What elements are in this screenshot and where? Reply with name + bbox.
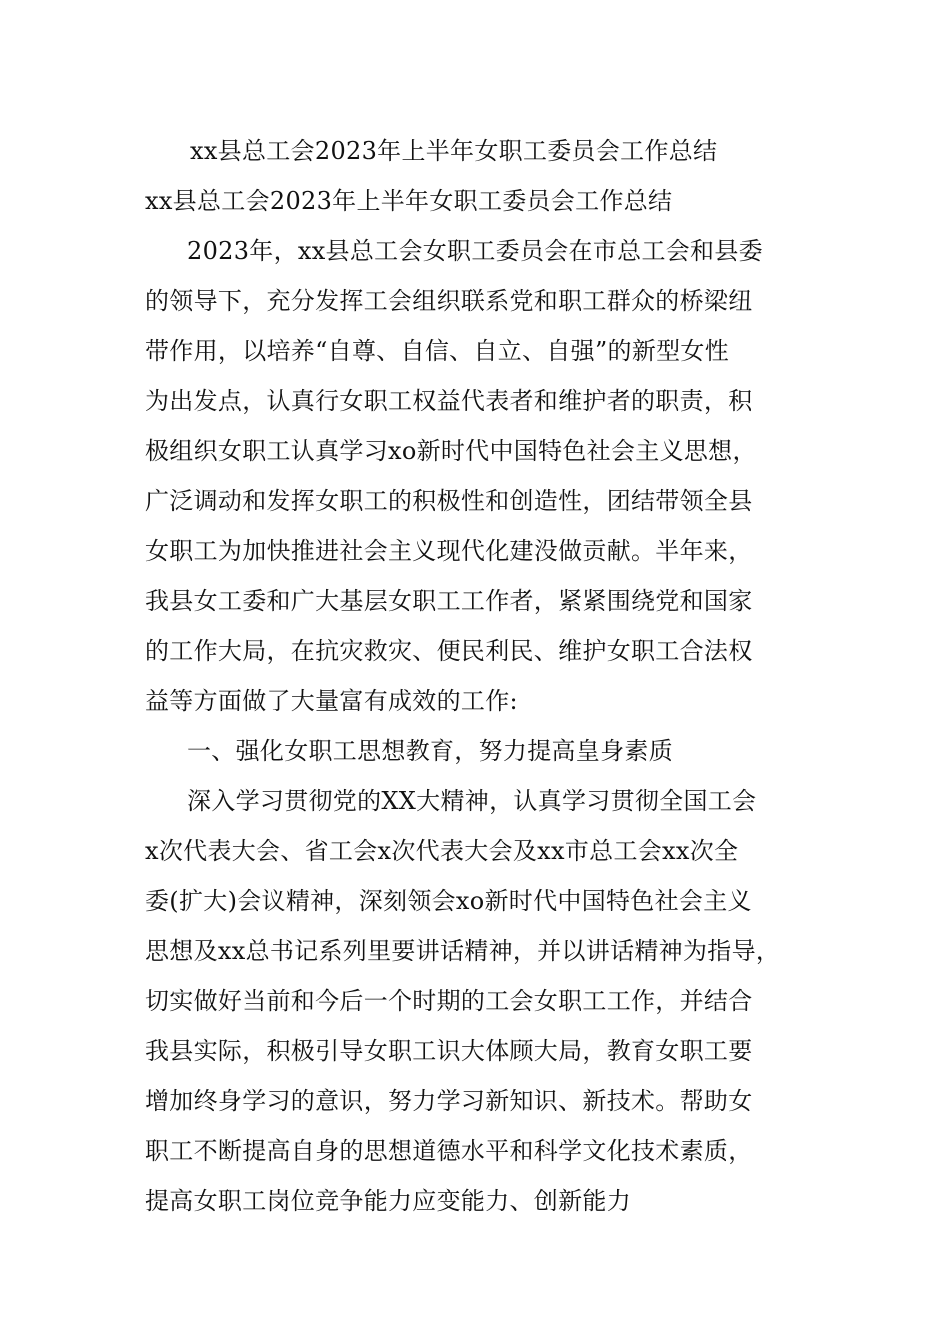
paragraph-line: 女职工为加快推进社会主义现代化建没做贡献。半年来，: [145, 537, 753, 565]
paragraph-line: 极组织女职工认真学习xo新时代中国特色社会主义思想，: [145, 437, 757, 465]
document-title: xx县总工会2023年上半年女职工委员会工作总结: [190, 137, 718, 165]
paragraph-line: 的领导下，充分发挥工会组织联系党和职工群众的桥梁纽: [145, 287, 753, 315]
paragraph-line: 我县实际，积极引导女职工识大体顾大局，教育女职工要: [145, 1037, 753, 1065]
document-subtitle: xx县总工会2023年上半年女职工委员会工作总结: [145, 187, 673, 215]
paragraph-line: 提高女职工岗位竞争能力应变能力、创新能力: [145, 1187, 631, 1215]
paragraph-line: 职工不断提高自身的思想道德水平和科学文化技术素质，: [145, 1137, 753, 1165]
paragraph-line: 思想及xx总书记系列里要讲话精神，并以讲话精神为指导，: [145, 937, 781, 965]
paragraph-line: 广泛调动和发挥女职工的积极性和创造性，团结带领全县: [145, 487, 753, 515]
paragraph-line: 深入学习贯彻党的XX大精神，认真学习贯彻全国工会: [187, 787, 757, 815]
paragraph-line: 益等方面做了大量富有成效的工作:: [145, 687, 518, 715]
paragraph-line: 增加终身学习的意识，努力学习新知识、新技术。帮助女: [145, 1087, 753, 1115]
paragraph-line: 2023年，xx县总工会女职工委员会在市总工会和县委: [187, 237, 763, 265]
paragraph-line: 的工作大局，在抗灾救灾、便民利民、维护女职工合法权: [145, 637, 753, 665]
paragraph-line: 带作用，以培养“自尊、自信、自立、自强”的新型女性: [145, 337, 730, 365]
paragraph-line: 切实做好当前和今后一个时期的工会女职工工作，并结合: [145, 987, 753, 1015]
paragraph-line: x次代表大会、省工会x次代表大会及xx市总工会xx次全: [145, 837, 739, 865]
section-heading: 一、强化女职工思想教育，努力提高皇身素质: [187, 737, 673, 765]
paragraph-line: 我县女工委和广大基层女职工工作者，紧紧围绕党和国家: [145, 587, 753, 615]
paragraph-line: 委(扩大)会议精神，深刻领会xo新时代中国特色社会主义: [145, 887, 752, 915]
paragraph-line: 为出发点，认真行女职工权益代表者和维护者的职责，积: [145, 387, 753, 415]
